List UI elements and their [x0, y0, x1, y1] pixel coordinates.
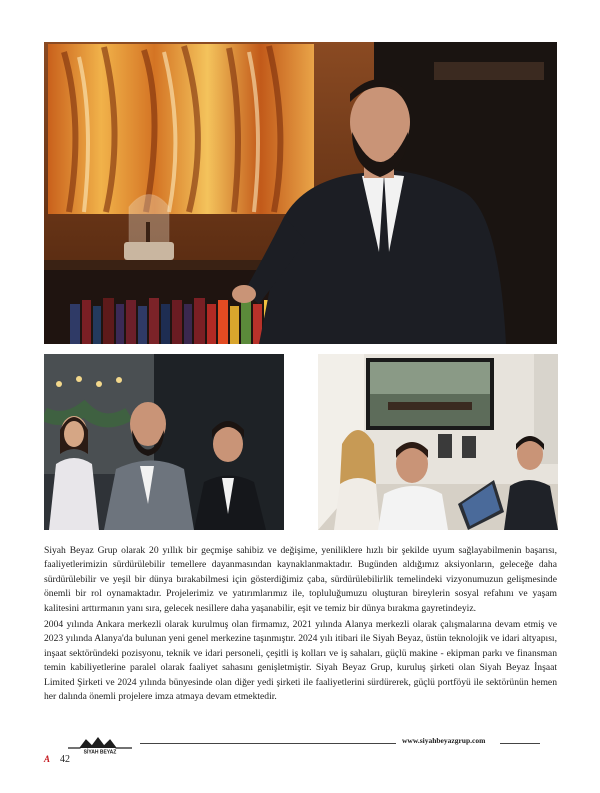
page-number: 42	[60, 754, 70, 765]
body-paragraph: Siyah Beyaz Grup olarak 20 yıllık bir geçmişe sahibiz ve değişime, yeniliklere hızlı bir şekilde uyum sağlayabilmenin başarısı, faaliyetlerimizin sürdürülebilir temellere dayanmasından kaynaklanmaktadır. Bugünden aldığımız aksiyonların, geleceğe daha sürdürülebilir ve yeşil bir dünya bırakabilmesi için gösterdiğimiz çaba, sürdürülebilirlik temelindeki vizyonumuzun gelişmesinde önemli bir rol oynamaktadır. Projelerimiz ve yatırımlarımız ile, topluluğumuzu oluşturan bireylerin sosyal refahını ve yaşam kalitesini arttırmanın yanı sıra, gelecek nesillere daha yaşanabilir, eşit ve temiz bir dünya bırakma gayretindeyiz.	[44, 545, 557, 614]
magazine-mark: A	[44, 754, 51, 764]
group-photo	[44, 354, 284, 530]
footer-divider	[140, 743, 396, 744]
siyah-beyaz-logo	[66, 736, 134, 754]
logo-text: SİYAH BEYAZ	[83, 749, 117, 754]
meeting-photo	[318, 354, 558, 530]
footer-divider	[500, 743, 540, 744]
website-url: www.siyahbeyazgrup.com	[402, 736, 486, 745]
hero-photo	[44, 42, 557, 344]
body-paragraph: 2004 yılında Ankara merkezli olarak kurulmuş olan firmamız, 2021 yılında Alanya merkezli olarak çalışmalarına devam etmiş ve 2023 yılında Alanya'da bulunan yeni genel merkezine taşınmıştır. 2024 yılı itibari ile Siyah Beyaz, üstün teknolojik ve idari altyapısı, inşaat sektöründeki pozisyonu, teknik ve idari personeli, çeşitli iş kolları ve iş sahaları, güçlü makine - ekipman parkı ve finansman temin kabiliyetlerine paralel olarak faaliyet sahasını genişletmiştir. Siyah Beyaz Grup, kuruluş şirketi olan Siyah Beyaz İnşaat Limited Şirketi ve 2024 yılında bünyesinde olan diğer yedi şirketi ile faaliyetlerini sürdürerek, güçlü portföyü ile sektörünün hemen her dalında önemli projelere imza atmaya devam etmektedir.	[44, 619, 557, 703]
